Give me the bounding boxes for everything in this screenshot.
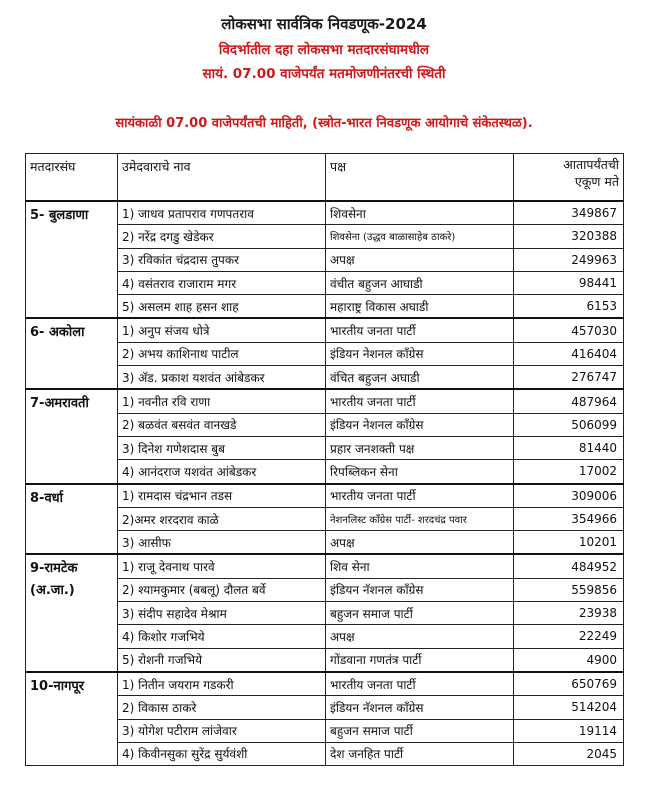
subtitle-line-1: विदर्भातील दहा लोकसभा मतदारसंघामधील	[218, 42, 430, 58]
party-cell: रिपब्लिकन सेना	[326, 460, 514, 484]
column-header-party: पक्ष	[326, 154, 514, 202]
column-header-constituency: मतदारसंघ	[26, 154, 118, 202]
votes-cell: 98441	[514, 271, 624, 294]
candidate-cell: 1) जाधव प्रतापराव गणपतराव	[118, 201, 326, 225]
column-header-candidate: उमेदवाराचे नाव	[118, 154, 326, 202]
candidate-cell: 3) रविकांत चंद्रदास तुपकर	[118, 248, 326, 271]
constituency-cell: 6- अकोला	[26, 318, 118, 389]
source-note: सायंकाळी 07.00 वाजेपर्यंतची माहिती, (स्त्रोत-भारत निवडणूक आयोगाचे संकेतस्थळ).	[115, 116, 533, 131]
constituency-group	[26, 672, 624, 766]
candidate-cell: 2)अमर शरदराव काळे	[118, 507, 326, 530]
votes-cell: 506099	[514, 413, 624, 436]
constituency-cell: 7-अमरावती	[26, 389, 118, 483]
votes-cell: 487964	[514, 389, 624, 413]
votes-cell: 17002	[514, 460, 624, 484]
candidate-cell: 4) वसंतराव राजाराम मगर	[118, 271, 326, 294]
votes-cell: 10201	[514, 531, 624, 555]
party-cell: बहुजन समाज पार्टी	[326, 602, 514, 625]
candidate-cell: 2) श्यामकुमार (बबलू) दौलत बर्वे	[118, 578, 326, 601]
party-cell: भारतीय जनता पार्टी	[326, 389, 514, 413]
candidate-cell: 4) किशोर गजभिये	[118, 625, 326, 648]
candidate-cell: 2) विकास ठाकरे	[118, 696, 326, 719]
votes-cell: 19114	[514, 719, 624, 742]
party-cell: अपक्ष	[326, 625, 514, 648]
votes-cell: 4900	[514, 648, 624, 672]
party-cell: प्रहार जनशक्ती पक्ष	[326, 436, 514, 459]
candidate-cell: 2) नरेंद्र दगडु खेडेकर	[118, 225, 326, 248]
candidate-cell: 1) राजू देवनाथ पारवे	[118, 554, 326, 578]
column-header-votes	[514, 154, 624, 202]
votes-cell: 650769	[514, 672, 624, 696]
candidate-cell: 1) नवनीत रवि राणा	[118, 389, 326, 413]
constituency-group	[26, 201, 624, 318]
votes-cell: 457030	[514, 318, 624, 342]
table-row	[26, 201, 624, 225]
candidate-cell: 1) अनुप संजय धोत्रे	[118, 318, 326, 342]
candidate-cell: 3) दिनेश गणेशदास बुब	[118, 436, 326, 459]
votes-cell: 22249	[514, 625, 624, 648]
party-cell: वंचीत बहुजन आघाडी	[326, 271, 514, 294]
party-cell: बहुजन समाज पार्टी	[326, 719, 514, 742]
party-cell: भारतीय जनता पार्टी	[326, 484, 514, 508]
party-cell: इंडियन नेशनल कॉंग्रेस	[326, 413, 514, 436]
candidate-cell: 4) आनंदराज यशवंत आंबेडकर	[118, 460, 326, 484]
constituency-group	[26, 484, 624, 555]
party-cell: इंडियन नॅशनल कॉंग्रेस	[326, 578, 514, 601]
constituency-cell: 8-वर्धा	[26, 484, 118, 555]
votes-cell: 249963	[514, 248, 624, 271]
party-cell: गोंडवाना गणतंत्र पार्टी	[326, 648, 514, 672]
votes-cell: 320388	[514, 225, 624, 248]
candidate-cell: 2) बळवंत बसवंत वानखडे	[118, 413, 326, 436]
party-cell: इंडियन नॅशनल कॉंग्रेस	[326, 696, 514, 719]
party-cell: शिवसेना (उद्धव बाळासाहेब ठाकरे)	[326, 225, 514, 248]
votes-cell: 309006	[514, 484, 624, 508]
party-cell: वंचित बहुजन अघाडी	[326, 366, 514, 390]
candidate-cell: 3) ॲड. प्रकाश यशवंत आंबेडकर	[118, 366, 326, 390]
party-cell: अपक्ष	[326, 531, 514, 555]
party-cell: शिव सेना	[326, 554, 514, 578]
constituency-group	[26, 389, 624, 483]
party-cell: इंडियन नेशनल कॉंग्रेस	[326, 342, 514, 365]
candidate-cell: 5) रोशनी गजभिये	[118, 648, 326, 672]
votes-cell: 354966	[514, 507, 624, 530]
votes-cell: 416404	[514, 342, 624, 365]
subtitle-line-2: सायं. 07.00 वाजेपर्यंत मतमोजणीनंतरची स्थिती	[202, 66, 446, 82]
votes-cell: 484952	[514, 554, 624, 578]
candidate-cell: 1) नितीन जयराम गडकरी	[118, 672, 326, 696]
constituency-group	[26, 554, 624, 671]
candidate-cell: 3) आसीफ	[118, 531, 326, 555]
party-cell: शिवसेना	[326, 201, 514, 225]
party-cell: महाराष्ट्र विकास अघाडी	[326, 295, 514, 319]
party-cell: नेशनलिस्ट कॉंग्रेस पार्टी- शरदचंद्र पवार	[326, 507, 514, 530]
column-header-votes-line-2: एकूण मते	[574, 174, 619, 189]
table-row	[26, 554, 624, 578]
party-cell: अपक्ष	[326, 248, 514, 271]
page-title: लोकसभा सार्वत्रिक निवडणूक-2024	[221, 15, 427, 33]
votes-cell: 2045	[514, 742, 624, 765]
table-row	[26, 672, 624, 696]
candidate-cell: 3) संदीप सहादेव मेश्राम	[118, 602, 326, 625]
candidate-cell: 2) अभय काशिनाथ पाटील	[118, 342, 326, 365]
candidate-cell: 3) योगेश पटीराम लांजेवार	[118, 719, 326, 742]
candidate-cell: 5) असलम शाह हसन शाह	[118, 295, 326, 319]
constituency-cell: 10-नागपूर	[26, 672, 118, 766]
votes-cell: 81440	[514, 436, 624, 459]
votes-cell: 514204	[514, 696, 624, 719]
votes-cell: 559856	[514, 578, 624, 601]
column-header-votes-line-1: आतापर्यंतची	[563, 157, 619, 172]
constituency-cell: 5- बुलडाणा	[26, 201, 118, 318]
table-row	[26, 389, 624, 413]
results-table	[25, 153, 624, 766]
party-cell: भारतीय जनता पार्टी	[326, 672, 514, 696]
candidate-cell: 1) रामदास चंद्रभान तडस	[118, 484, 326, 508]
candidate-cell: 4) किवीनसुका सुरेंद्र सुर्यवंशी	[118, 742, 326, 765]
votes-cell: 349867	[514, 201, 624, 225]
table-row	[26, 484, 624, 508]
table-header-row	[26, 154, 624, 202]
table-row	[26, 318, 624, 342]
constituency-cell: 9-रामटेक (अ.जा.)	[26, 554, 118, 671]
votes-cell: 6153	[514, 295, 624, 319]
party-cell: देश जनहित पार्टी	[326, 742, 514, 765]
party-cell: भारतीय जनता पार्टी	[326, 318, 514, 342]
votes-cell: 276747	[514, 366, 624, 390]
votes-cell: 23938	[514, 602, 624, 625]
constituency-group	[26, 318, 624, 389]
